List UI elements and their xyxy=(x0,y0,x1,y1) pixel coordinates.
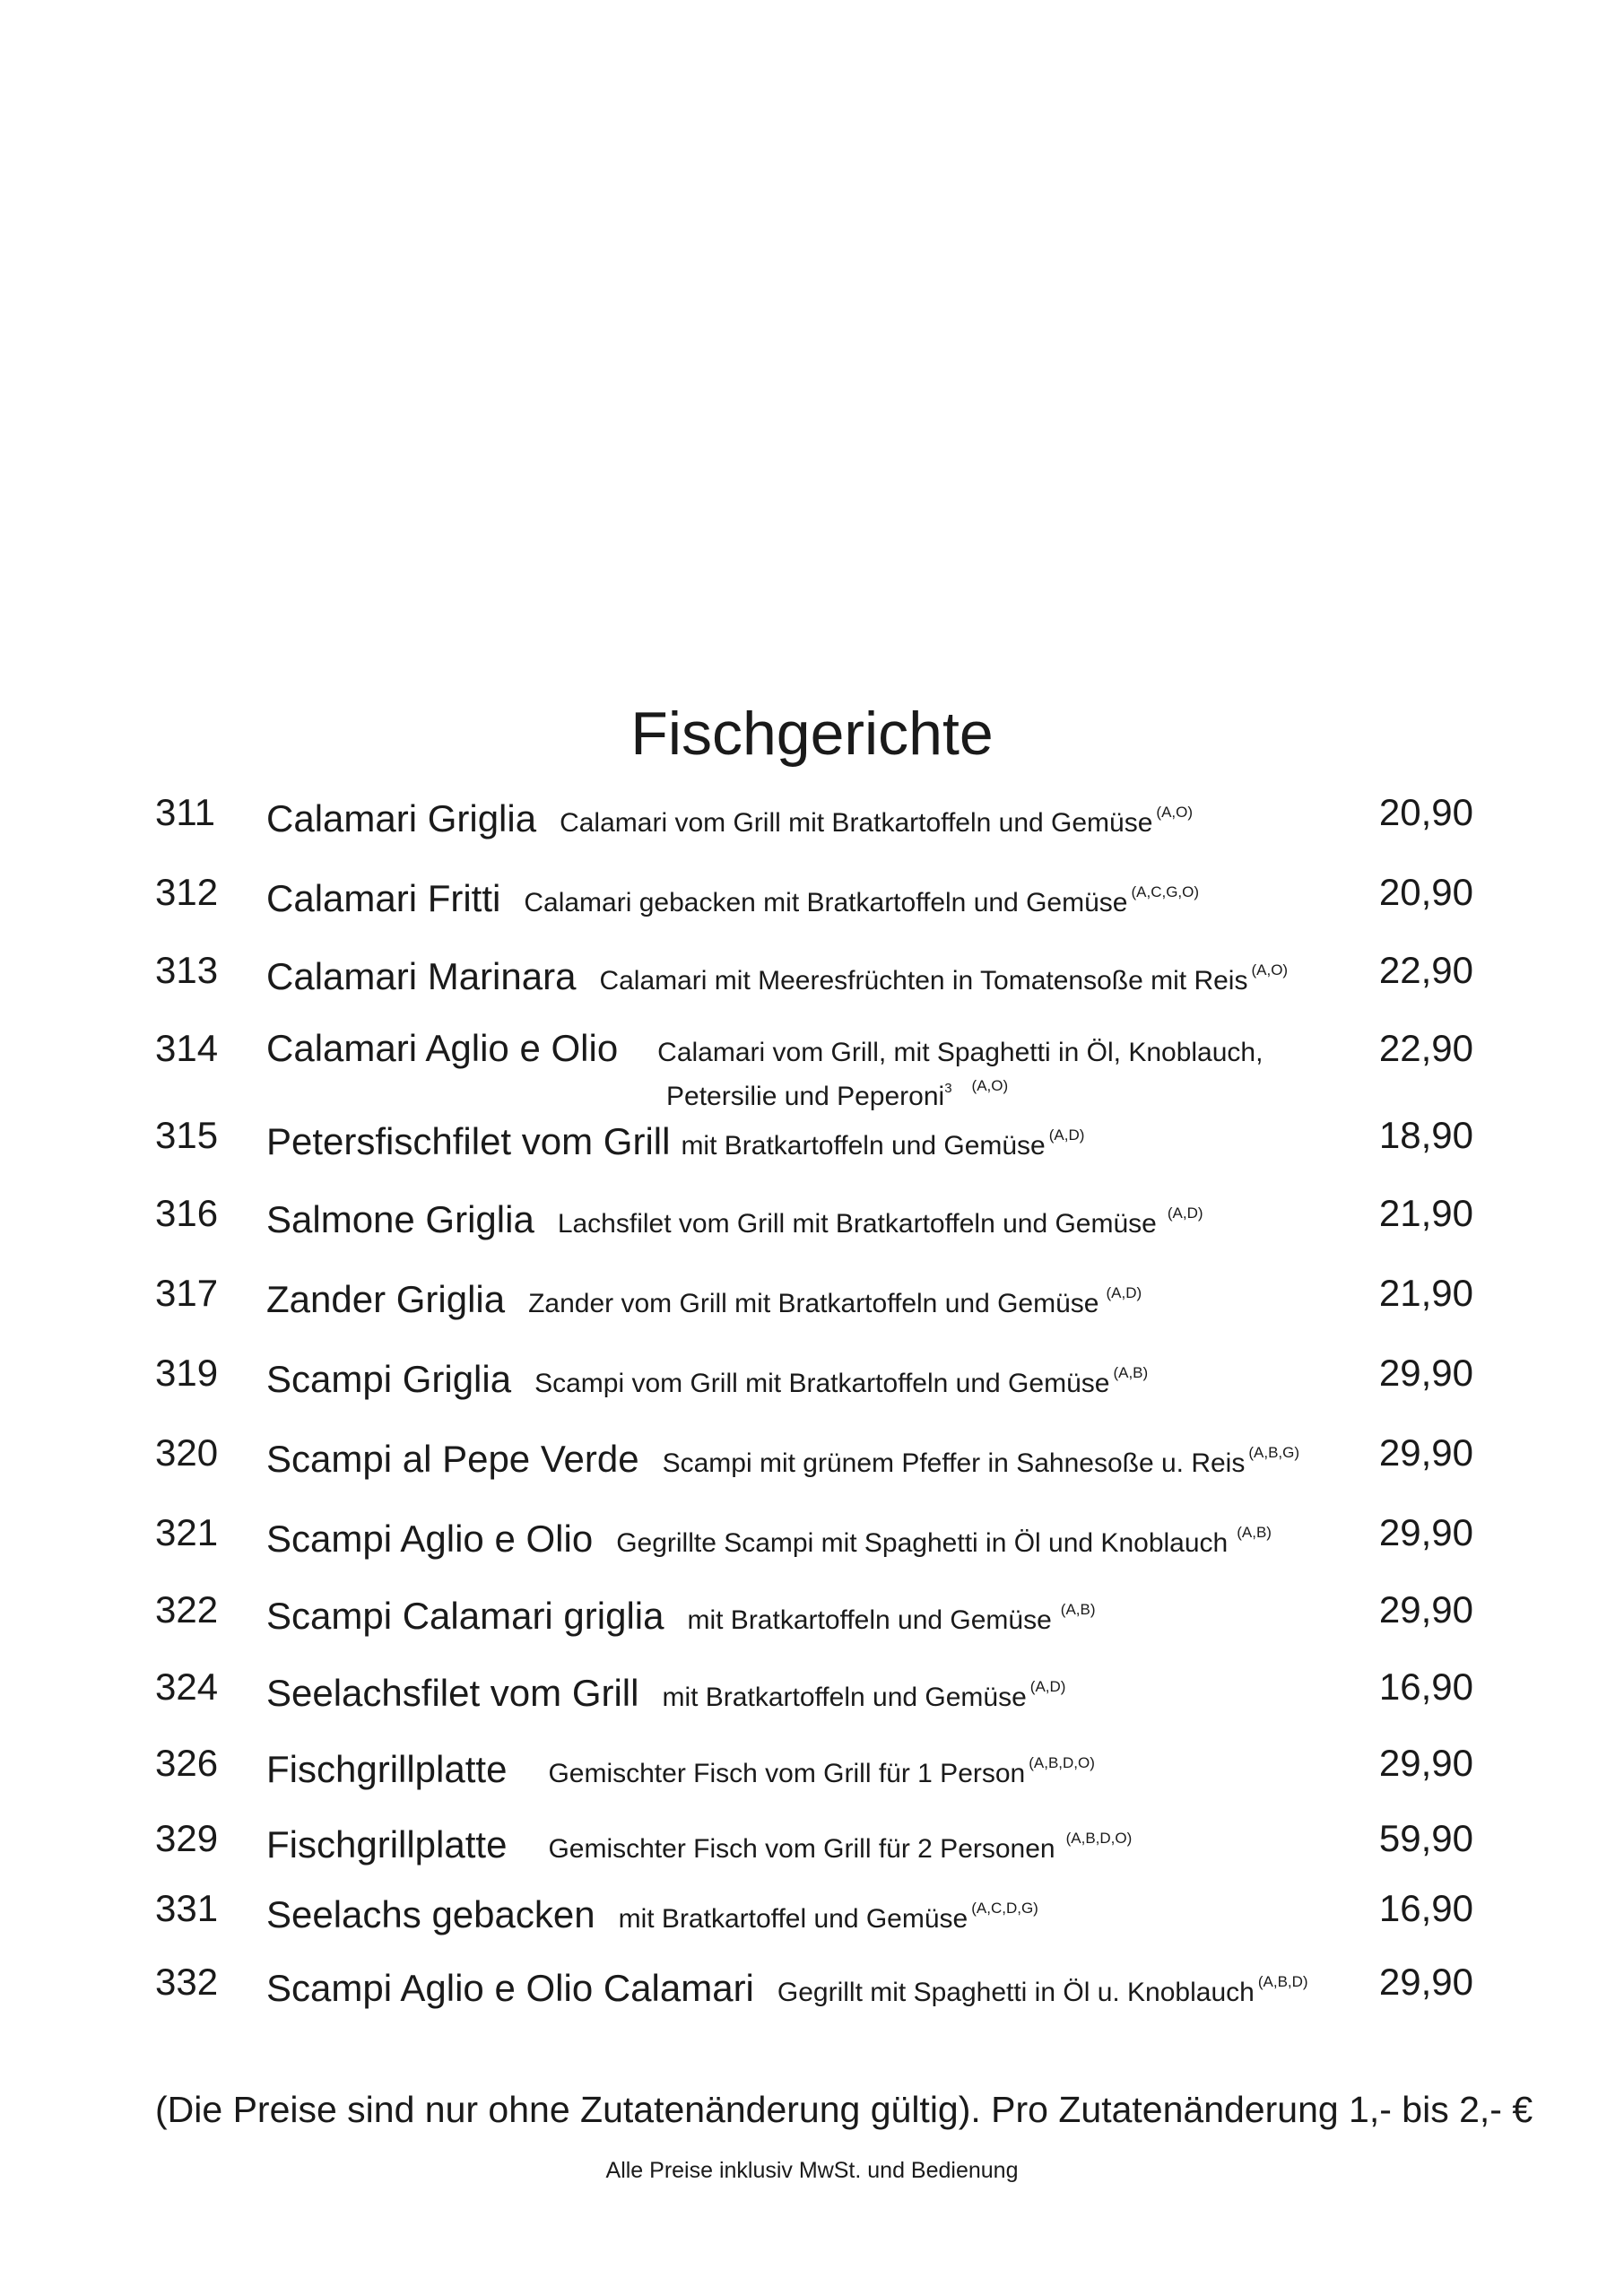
menu-item xyxy=(0,1583,1624,1637)
item-name: Calamari Fritti xyxy=(266,877,501,919)
item-allergens: (A,B,D,O) xyxy=(1065,1830,1133,1847)
item-description: Calamari mit Meeresfrüchten in Tomatensoße mit Reis xyxy=(599,966,1248,996)
item-description: mit Bratkartoffeln und Gemüse xyxy=(662,1683,1027,1712)
menu-item xyxy=(0,1955,1624,2009)
item-allergens: (A,B) xyxy=(1237,1524,1272,1541)
item-price: 29,90 xyxy=(1378,1742,1473,1784)
footnote-mark: 3 xyxy=(944,1081,952,1096)
item-number: 316 xyxy=(155,1192,219,1234)
menu-item xyxy=(0,786,1624,839)
item-number: 313 xyxy=(155,949,219,991)
menu-item xyxy=(0,865,1624,919)
item-price: 59,90 xyxy=(1378,1817,1473,1859)
item-allergens: (A,D) xyxy=(1167,1205,1203,1222)
menu-title: Fischgerichte xyxy=(630,700,994,768)
menu-item xyxy=(0,1660,1624,1714)
item-price: 29,90 xyxy=(1378,1961,1473,2003)
item-number: 332 xyxy=(155,1961,219,2003)
item-number: 312 xyxy=(155,871,219,913)
item-allergens: (A,O) xyxy=(1156,804,1194,821)
item-description-line2: Petersilie und Peperoni xyxy=(666,1082,945,1111)
menu-item xyxy=(0,1426,1624,1480)
menu-item xyxy=(0,1736,1624,1790)
item-allergens: (A,C,D,G) xyxy=(971,1900,1038,1917)
item-description: Gegrillt mit Spaghetti in Öl u. Knoblauch xyxy=(777,1978,1255,2007)
menu-item xyxy=(0,1812,1624,1866)
item-description: Calamari gebacken mit Bratkartoffeln und Gemüse xyxy=(524,888,1128,918)
menu-item xyxy=(0,1882,1624,1935)
item-name: Scampi Griglia xyxy=(266,1358,512,1400)
item-number: 326 xyxy=(155,1742,219,1784)
item-price: 29,90 xyxy=(1378,1511,1473,1553)
item-description: mit Bratkartoffel und Gemüse xyxy=(618,1904,968,1934)
item-price: 20,90 xyxy=(1378,791,1473,833)
item-price: 22,90 xyxy=(1378,1027,1473,1069)
item-allergens: (A,O) xyxy=(971,1077,1009,1094)
item-name: Fischgrillplatte xyxy=(266,1748,508,1790)
menu-item xyxy=(0,944,1624,997)
item-price: 29,90 xyxy=(1378,1431,1473,1474)
item-allergens: (A,B,D,O) xyxy=(1029,1754,1095,1771)
menu-item xyxy=(0,1506,1624,1560)
item-name: Seelachs gebacken xyxy=(266,1893,595,1935)
item-description: Scampi vom Grill mit Bratkartoffeln und Gemüse xyxy=(534,1369,1110,1398)
menu-item xyxy=(0,1187,1624,1240)
item-name: Calamari Griglia xyxy=(266,797,537,839)
item-number: 321 xyxy=(155,1511,219,1553)
menu-item xyxy=(0,1266,1624,1320)
tax-note: Alle Preise inklusiv MwSt. und Bedienung xyxy=(605,2158,1019,2183)
item-name: Scampi Aglio e Olio Calamari xyxy=(266,1967,754,2009)
item-allergens: (A,O) xyxy=(1251,961,1289,978)
item-name: Fischgrillplatte xyxy=(266,1823,508,1866)
item-price: 20,90 xyxy=(1378,871,1473,913)
item-allergens: (A,B,G) xyxy=(1248,1444,1300,1461)
menu-item xyxy=(0,1022,1624,1111)
menu-item xyxy=(0,1109,1624,1162)
item-description: Gegrillte Scampi mit Spaghetti in Öl und Knoblauch xyxy=(616,1528,1229,1558)
item-allergens: (A,C,G,O) xyxy=(1131,883,1200,900)
item-number: 315 xyxy=(155,1114,219,1156)
item-number: 319 xyxy=(155,1352,219,1394)
item-allergens: (A,D) xyxy=(1106,1284,1142,1301)
item-number: 329 xyxy=(155,1817,219,1859)
item-price: 16,90 xyxy=(1378,1887,1473,1929)
item-price: 21,90 xyxy=(1378,1272,1473,1314)
item-allergens: (A,B,D) xyxy=(1257,1973,1308,1990)
menu-item xyxy=(0,1346,1624,1400)
item-description: Gemischter Fisch vom Grill für 1 Person xyxy=(548,1759,1026,1788)
item-price: 22,90 xyxy=(1378,949,1473,991)
price-footnote: (Die Preise sind nur ohne Zutatenänderung gültig). Pro Zutatenänderung 1,- bis 2,- € xyxy=(155,2089,1533,2130)
item-description: mit Bratkartoffeln und Gemüse xyxy=(687,1605,1052,1635)
item-name: Scampi Calamari griglia xyxy=(266,1595,664,1637)
item-number: 320 xyxy=(155,1431,219,1474)
item-description: mit Bratkartoffeln und Gemüse xyxy=(681,1131,1046,1161)
item-name: Zander Griglia xyxy=(266,1278,506,1320)
item-price: 18,90 xyxy=(1378,1114,1473,1156)
item-description: Gemischter Fisch vom Grill für 2 Personen xyxy=(548,1834,1055,1864)
item-price: 21,90 xyxy=(1378,1192,1473,1234)
item-number: 314 xyxy=(155,1027,219,1069)
item-name: Seelachsfilet vom Grill xyxy=(266,1672,639,1714)
item-allergens: (A,D) xyxy=(1029,1678,1066,1695)
item-name: Scampi al Pepe Verde xyxy=(266,1438,639,1480)
item-number: 331 xyxy=(155,1887,219,1929)
item-description: Scampi mit grünem Pfeffer in Sahnesoße u. Reis xyxy=(662,1448,1246,1478)
item-price: 16,90 xyxy=(1378,1665,1473,1708)
item-description: Zander vom Grill mit Bratkartoffeln und Gemüse xyxy=(528,1289,1099,1318)
item-name: Calamari Marinara xyxy=(266,955,577,997)
item-name: Scampi Aglio e Olio xyxy=(266,1518,594,1560)
item-allergens: (A,B) xyxy=(1113,1364,1149,1381)
item-name: Calamari Aglio e Olio xyxy=(266,1027,619,1069)
item-number: 317 xyxy=(155,1272,219,1314)
item-allergens: (A,D) xyxy=(1048,1126,1085,1144)
item-description: Calamari vom Grill, mit Spaghetti in Öl, Knoblauch, xyxy=(657,1038,1264,1067)
item-description: Lachsfilet vom Grill mit Bratkartoffeln und Gemüse xyxy=(557,1209,1157,1239)
item-number: 324 xyxy=(155,1665,219,1708)
item-number: 322 xyxy=(155,1588,219,1631)
item-name: Salmone Griglia xyxy=(266,1198,534,1240)
item-price: 29,90 xyxy=(1378,1588,1473,1631)
item-description: Calamari vom Grill mit Bratkartoffeln und Gemüse xyxy=(560,808,1153,838)
item-name: Petersfischfilet vom Grill xyxy=(266,1120,671,1162)
item-price: 29,90 xyxy=(1378,1352,1473,1394)
item-allergens: (A,B) xyxy=(1060,1601,1096,1618)
item-number: 311 xyxy=(155,791,215,833)
